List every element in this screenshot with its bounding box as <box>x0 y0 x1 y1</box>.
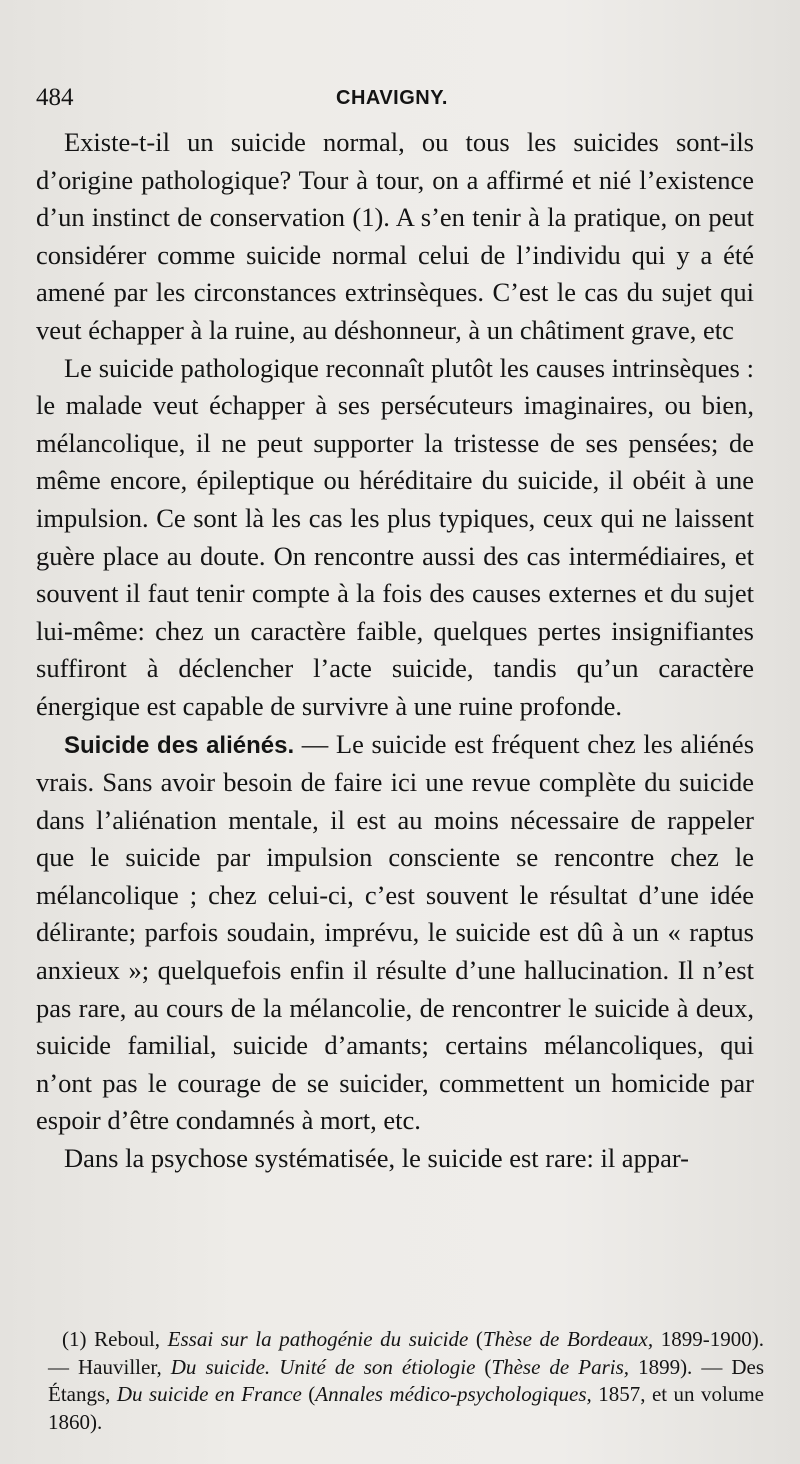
section-heading: Suicide des aliénés. <box>64 731 295 759</box>
paragraph-last: Dans la psychose systématisée, le suicide est rare: il appar- <box>64 1143 689 1174</box>
page-number: 484 <box>36 84 74 111</box>
footnote-paren-2: ( <box>475 1354 492 1379</box>
footnote <box>48 1326 764 1436</box>
page-header <box>36 84 760 120</box>
footnote-years-2: 1899). — Des Étangs, <box>48 1354 765 1406</box>
footnote-author-1: Reboul, <box>86 1327 168 1351</box>
paragraph-1: Existe-t-il un suicide normal, ou tous les suicides sont-ils d’origine pathologique? Tour à tour, on a affirmé et nié l’existence d’un instinct de conservation (1). A s’en tenir à la pratique, on peut considérer comme suicide normal celui de l’individu qui y a été amené par les circonstances extrinsèques. C’est le cas du sujet qui veut échapper à la ruine, au déshonneur, à un châtiment grave, etc <box>36 127 754 345</box>
paragraph-2: Le suicide pathologique reconnaît plutôt les causes intrinsèques : le malade veut échapper à ses persécuteurs imaginaires, ou bien, mélancolique, il ne peut supporter la tristesse de ses pensées; de même encore, épileptique ou héréditaire du suicide, il obéit à une impulsion. Ce sont là les cas les plus typiques, ceux qui ne laissent guère place au doute. On rencontre aussi des cas intermédiaires, et souvent il faut tenir compte à la fois des causes externes et du sujet lui-même: chez un caractère faible, quelques pertes insignifiantes suffiront à déclencher l’acte suicide, tandis qu’un caractère énergique est capable de survivre à une ruine profonde. <box>36 352 754 721</box>
footnote-paren-3: ( <box>301 1382 316 1406</box>
footnote-marker: (1) <box>62 1327 87 1351</box>
footnote-paren-1: ( <box>468 1327 483 1351</box>
footnote-work-3: Du suicide en France <box>116 1382 302 1406</box>
footnote-work-2: Du suicide. Unité de son étiologie <box>170 1354 476 1379</box>
footnote-pub-3: Annales médico-psychologiques, <box>315 1382 592 1406</box>
footnote-tail: 1857, et un volume 1860). <box>48 1382 764 1434</box>
running-title: CHAVIGNY. <box>336 87 448 109</box>
body-text <box>36 124 754 1178</box>
footnote-text <box>48 1326 764 1436</box>
footnote-years-1: 1899-1900). — Hauviller, <box>48 1327 764 1379</box>
footnote-work-1: Essai sur la pathogénie du suicide <box>167 1327 469 1351</box>
section-text: — Le suicide est fréquent chez les aliénés vrais. Sans avoir besoin de faire ici une revue complète du suicide dans l’aliénation mentale, il est au moins nécessaire de rappeler que le suicide par impulsion consciente se rencontre chez le mélancolique ; chez celui-ci, c’est souvent le résultat d’une idée délirante; parfois soudain, imprévu, le suicide est dû à un « raptus anxieux »; quelquefois enfin il résulte d’une hallucination. Il n’est pas rare, au cours de la mélancolie, de rencontrer le suicide à deux, suicide familial, suicide d’amants; certains mélancoliques, qui n’ont pas le courage de se suicider, commettent un homicide par espoir d’être condamnés à mort, etc. <box>36 728 755 1136</box>
footnote-pub-1: Thèse de Bordeaux, <box>482 1327 654 1351</box>
section-paragraph <box>36 726 754 1141</box>
footnote-pub-2: Thèse de Paris, <box>491 1354 630 1379</box>
